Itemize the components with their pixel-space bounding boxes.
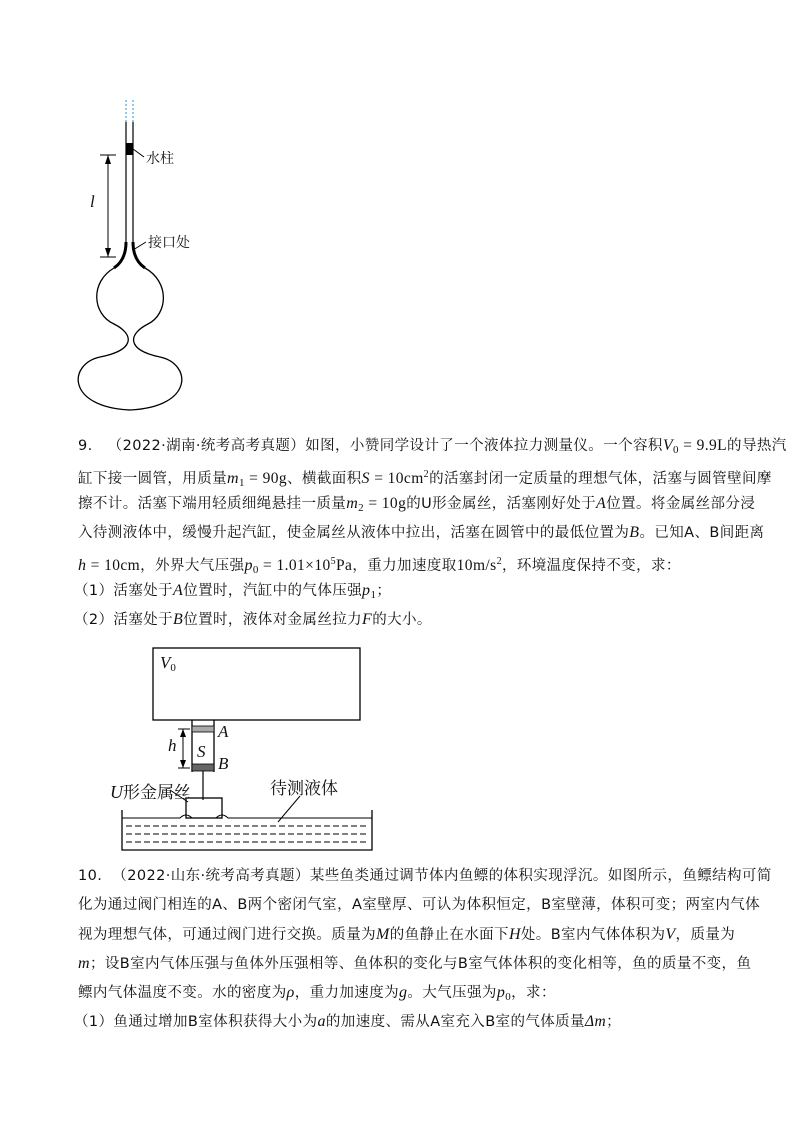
length-label: l <box>90 192 95 211</box>
question-10 <box>74 862 772 1036</box>
flask-diagram <box>60 92 260 422</box>
u-wire-label: U形金属丝 <box>110 782 191 803</box>
position-a-label: A <box>218 722 229 741</box>
q10-line-1: 10. （2022·山东·统考高考真题）某些鱼类通过调节体内鱼鳔的体积实现浮沉。如图所示，鱼鳔结构可简 <box>78 868 772 884</box>
liquid-label: 待测液体 <box>270 779 338 799</box>
question-9 <box>74 431 787 634</box>
figure-cylinder <box>110 640 440 860</box>
q10-line-2: 化为通过阀门相连的A、B两个密闭气室，A室壁厚、可认为体积恒定，B室壁薄，体积可变；两室内气体 <box>78 897 761 913</box>
q9-source: （2022·湖南·统考高考真题） <box>107 438 306 454</box>
q9-subquestion-2: （2）活塞处于B位置时，液体对金属丝拉力F的大小。 <box>74 611 432 628</box>
q9-line-5: h = 10cm，外界大气压强$p_0 = 1.01\times 10^5Pa$，重力加速度取$10m/s^2$，环境温度保持不变，求： <box>78 556 681 576</box>
q9-text: 如图，小赞同学设计了一个液体拉力测量仪。一个容积 <box>305 438 663 454</box>
q9-subquestion-1: （1）活塞处于A位置时，汽缸中的气体压强$p_1$； <box>74 582 392 601</box>
q10-source: （2022·山东·统考高考真题） <box>112 868 310 884</box>
area-s-label: S <box>197 742 206 761</box>
joint-label: 接口处 <box>148 235 190 251</box>
q9-v0: $V_0 = 9.9L$ <box>662 437 728 456</box>
v0-label: V0 <box>160 653 176 674</box>
q9-line-3: 擦不计。活塞下端用轻质细绳悬挂一质量$m_2 = 10g$的U形金属丝，活塞刚好处于A位置。将金属丝部分浸 <box>78 495 756 514</box>
position-b-label: B <box>218 754 229 773</box>
q9-line-4: 入待测液体中，缓慢升起汽缸，使金属丝从液体中拉出，活塞在圆管中的最低位置为B。已知A、B间距离 <box>78 524 765 541</box>
q10-line-5: 鳔内气体温度不变。水的密度为ρ，重力加速度为g。大气压强为$p_0$，求： <box>78 984 556 1003</box>
figure-flask <box>60 92 260 422</box>
q10-number: 10. <box>78 868 103 884</box>
q10-subquestion-1: （1）鱼通过增加B室体积获得大小为a的加速度、需从A室充入B室的气体质量Δm； <box>74 1013 621 1030</box>
q9-number: 9. <box>78 438 93 454</box>
q9-line-2: 缸下接一圆管，用质量$m_1 = 90g$、横截面积$S = 10cm^2$的活塞封闭一定质量的理想气体，活塞与圆管壁间摩 <box>78 469 772 489</box>
q9-line-1 <box>78 431 787 460</box>
q9-text: 的导热汽 <box>727 438 787 454</box>
q10-line-3: 视为理想气体，可通过阀门进行交换。质量为M的鱼静止在水面下H处。B室内气体体积为V，质量为 <box>78 926 736 943</box>
q10-line-4: m；设B室内气体压强与鱼体外压强相等、鱼体积的变化与B室气体体积的变化相等，鱼的质量不变，鱼 <box>78 955 752 972</box>
h-label: h <box>168 736 177 755</box>
water-column-label: 水柱 <box>146 151 174 167</box>
